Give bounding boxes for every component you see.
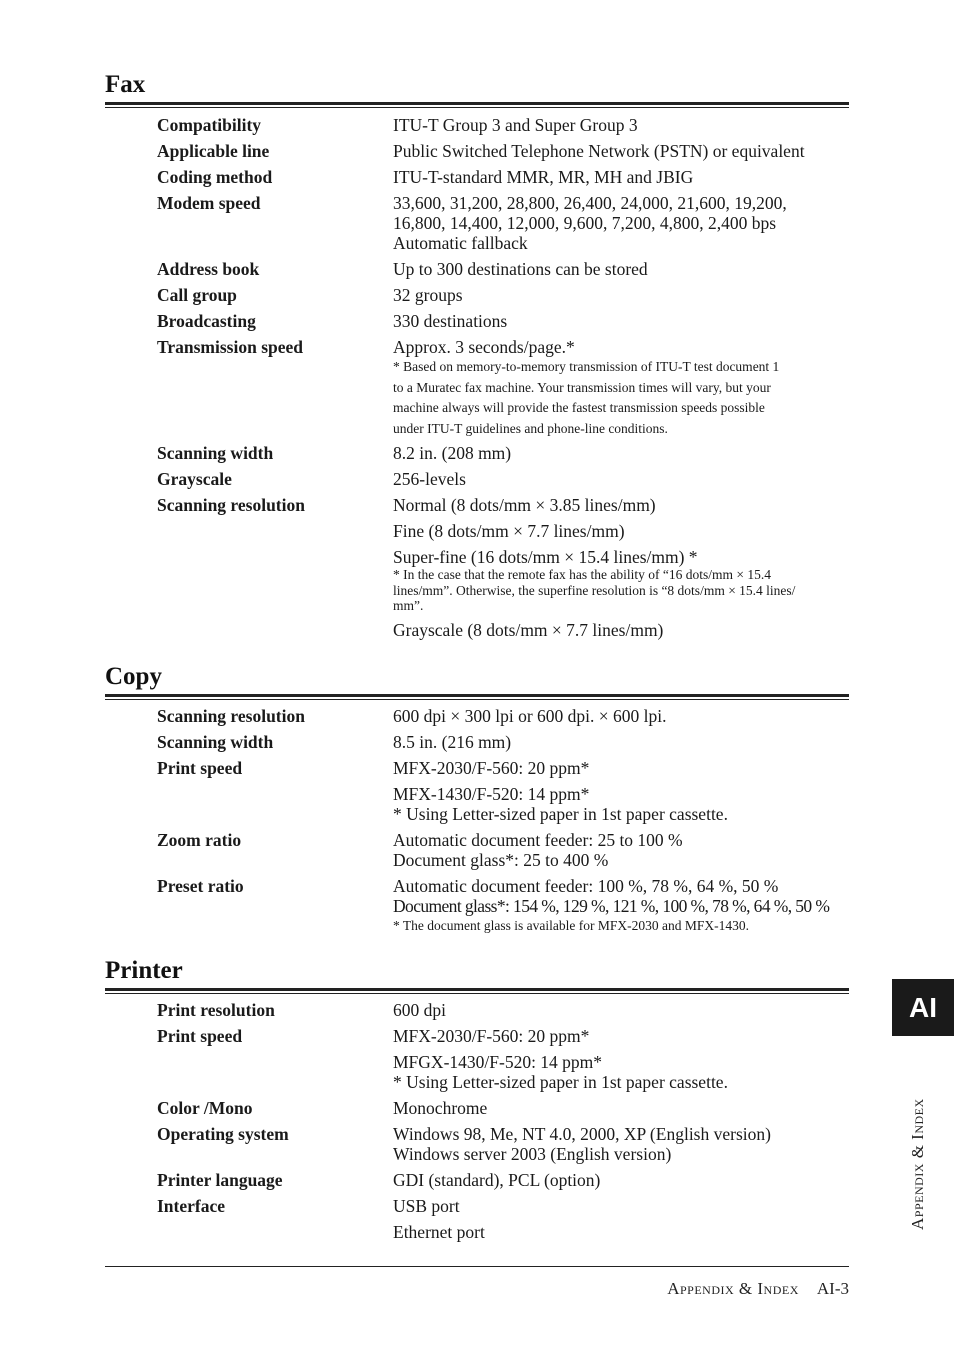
spec-value: 256-levels [393,469,466,489]
spec-row [157,1098,849,1118]
section-rule [105,107,849,108]
section-title-fax: Fax [105,71,146,98]
spec-value: 8.2 in. (208 mm) [393,443,512,463]
spec-row [157,115,849,135]
spec-row [157,1026,849,1092]
spec-value: 600 dpi × 300 lpi or 600 dpi. × 600 lpi. [393,706,667,726]
spec-row [157,1124,849,1164]
spec-value: Up to 300 destinations can be stored [393,259,648,279]
spec-row [157,876,849,937]
spec-row [157,830,849,870]
footnote: * Based on memory-to-memory transmission of ITU-T test document 1 [393,359,780,374]
spec-row [157,337,849,439]
spec-label: Coding method [157,167,273,187]
spec-label: Broadcasting [157,311,256,331]
spec-label: Preset ratio [157,876,244,896]
spec-row [157,495,849,640]
copy-section [105,662,849,937]
spec-row [157,1000,849,1020]
section-title-copy: Copy [105,663,162,690]
spec-value: MFX-2030/F-560: 20 ppm* MFGX-1430/F-520: 14 ppm* * Using Letter-sized paper in 1st paper cassette. [393,1026,728,1092]
chapter-vertical-label: Appendix & Index [908,1098,927,1230]
spec-row [157,758,849,824]
spec-value: Windows 98, Me, NT 4.0, 2000, XP (English version) Windows server 2003 (English version) [393,1124,771,1164]
footnote: under ITU-T guidelines and phone-line conditions. [393,420,668,436]
spec-label: Address book [157,259,260,279]
spec-value: Automatic document feeder: 100 %, 78 %, 64 %, 50 % Document glass*: 154 %, 129 %, 121 %, 100 %, 78 %, 64 %, 50 % * The document glass is available for MFX-2030 and MFX-1430. [393,876,849,937]
footnote: machine always will provide the fastest transmission speeds possible [393,400,765,415]
spec-label: Color /Mono [157,1098,253,1118]
printer-section [105,956,849,1242]
page-number: AI-3 [816,1279,849,1298]
section-rule [105,699,849,700]
spec-row [157,193,849,253]
spec-label: Call group [157,285,237,305]
spec-value: ITU-T-standard MMR, MR, MH and JBIG [393,167,694,187]
spec-value: 330 destinations [393,311,508,331]
spec-value: Normal (8 dots/mm × 3.85 lines/mm) Fine (8 dots/mm × 7.7 lines/mm) Super-fine (16 dots/mm × 15.4 lines/mm) * * In the case that the remote fax has the ability of “16 dots/mm × 15.4 lines/mm”. Otherwise, the superfine resolution is “8 dots/mm × 15.4 lines/ mm”. Grayscale (8 dots/mm × 7.7 lines/mm) [393,495,849,640]
spec-row [157,1170,849,1190]
spec-value: GDI (standard), PCL (option) [393,1170,601,1190]
spec-row [157,311,849,331]
spec-value: Monochrome [393,1098,488,1118]
chapter-tab: AI [892,979,954,1036]
spec-value: ITU-T Group 3 and Super Group 3 [393,115,638,135]
footnote: to a Muratec fax machine. Your transmission times will vary, but your [393,379,771,395]
spec-row [157,732,849,752]
spec-label: Scanning width [157,732,274,752]
spec-label: Print speed [157,1026,243,1046]
spec-value: USB port Ethernet port [393,1196,485,1242]
footnote: lines/mm”. Otherwise, the superfine resolution is “8 dots/mm × 15.4 lines/ [393,582,796,598]
section-rule [105,993,849,994]
spec-value: 8.5 in. (216 mm) [393,732,512,752]
spec-row [157,167,849,187]
spec-row [157,469,849,489]
footnote: * In the case that the remote fax has the ability of “16 dots/mm × 15.4 [393,567,772,582]
section-rule [105,694,849,697]
spec-label: Modem speed [157,193,261,213]
spec-label: Compatibility [157,115,262,135]
spec-row [157,141,849,161]
spec-row [157,443,849,463]
spec-label: Zoom ratio [157,830,242,850]
footnote: mm”. [393,598,424,613]
fax-section [105,70,849,640]
spec-label: Grayscale [157,469,232,489]
spec-label: Scanning resolution [157,706,305,726]
spec-row [157,706,849,726]
spec-label: Print speed [157,758,243,778]
spec-label: Applicable line [157,141,270,161]
spec-value: Approx. 3 seconds/page.* * Based on memory-to-memory transmission of ITU-T test document 1 to a Muratec fax machine. Your transmission times will vary, but your machine always will provide the fastest transmission speeds possible under ITU-T guidelines and phone-line conditions. [393,337,849,439]
spec-value: Public Switched Telephone Network (PSTN) or equivalent [393,141,805,161]
section-rule [105,988,849,991]
spec-label: Print resolution [157,1000,275,1020]
spec-label: Interface [157,1196,226,1216]
spec-label: Scanning resolution [157,495,305,515]
spec-row [157,259,849,279]
section-title-printer: Printer [105,957,183,984]
spec-label: Transmission speed [157,337,304,357]
footer-rule [105,1266,849,1267]
spec-value: 600 dpi [393,1000,446,1020]
spec-value: Automatic document feeder: 25 to 100 % Document glass*: 25 to 400 % [393,830,683,870]
spec-row [157,285,849,305]
spec-row [157,1196,849,1242]
spec-label: Printer language [157,1170,283,1190]
section-rule [105,102,849,105]
spec-value: MFX-2030/F-560: 20 ppm* MFX-1430/F-520: 14 ppm* * Using Letter-sized paper in 1st paper cassette. [393,758,728,824]
footnote: * The document glass is available for MFX-2030 and MFX-1430. [393,918,749,933]
spec-value: 33,600, 31,200, 28,800, 26,400, 24,000, 21,600, 19,200, 16,800, 14,400, 12,000, 9,600, 7,200, 4,800, 2,400 bps Automatic fallback [393,193,787,253]
spec-value: 32 groups [393,285,463,305]
page-footer [667,1279,849,1299]
footer-title: Appendix & Index [667,1279,799,1298]
spec-label: Operating system [157,1124,289,1144]
spec-label: Scanning width [157,443,274,463]
